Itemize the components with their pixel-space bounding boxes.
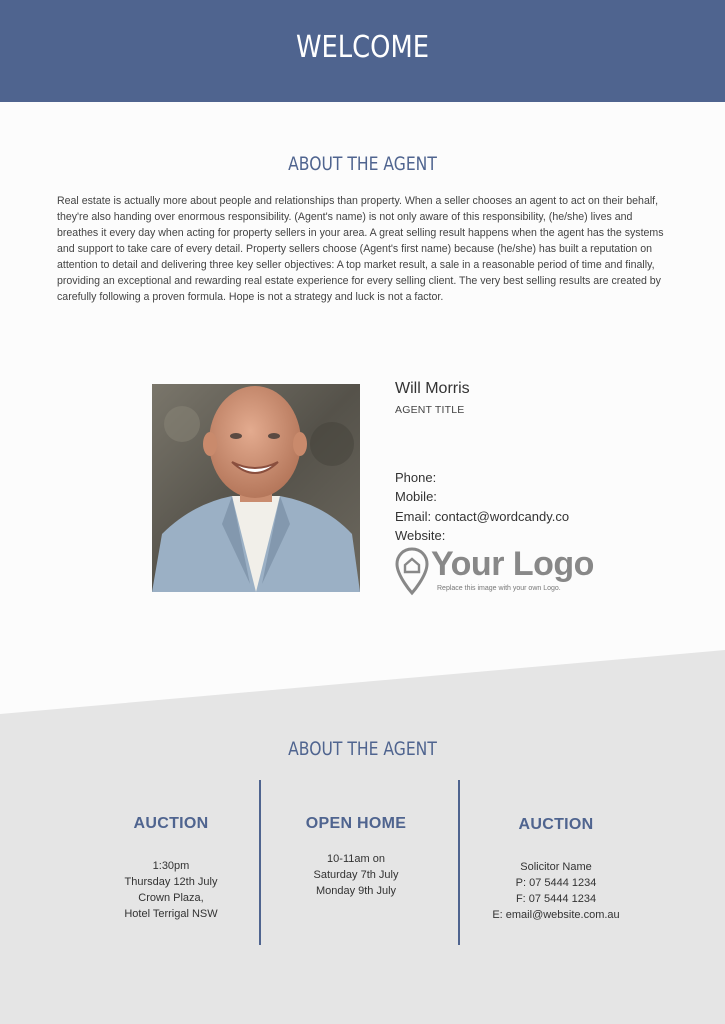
header-banner (0, 0, 725, 102)
open-home-time: 10-11am on (327, 853, 385, 865)
solicitor-fax: F: 07 5444 1234 (515, 893, 597, 905)
auction-venue: Crown Plaza, (138, 892, 204, 904)
company-logo (395, 545, 605, 597)
auction-heading: AUCTION (133, 815, 209, 832)
agent-photo (152, 384, 360, 592)
contact-phone: Phone: (395, 470, 437, 485)
contact-mobile: Mobile: (395, 489, 437, 504)
agent-title: AGENT TITLE (395, 404, 465, 416)
open-home-date-1: Saturday 7th July (313, 869, 399, 881)
auction-date: Thursday 12th July (124, 876, 218, 888)
agent-portrait-image (152, 384, 360, 592)
agent-name: Will Morris (395, 380, 470, 397)
about-paragraph: Real estate is actually more about people and relationships than property. When a seller chooses an agent to act on their behalf, they're also handing over enormous responsibility. (Agent's name) is not only aware of this responsibility, (he/she) lives and breathes it every day when acting for property sellers in your area. A great selling result happens when the agent has the systems and support to take care of every detail. Property sellers choose (Agent's first name) because (he/she) has built a reputation on attention to detail and delivering three key seller objectives: A top market result, a sale in a reasonable period of time and finally, providing an exceptional and rewarding real estate experience for every selling client. The very best selling results are created by carefully following a proven formula. Hope is not a strategy and luck is not a factor. (57, 195, 664, 303)
auction-time: 1:30pm (152, 860, 190, 872)
logo-subtext: Replace this image with your own Logo. (437, 585, 561, 592)
solicitor-email[interactable]: E: email@website.com.au (492, 909, 620, 921)
solicitor-phone: P: 07 5444 1234 (515, 877, 597, 889)
events-heading: ABOUT THE AGENT (288, 738, 437, 760)
about-heading: ABOUT THE AGENT (288, 153, 437, 175)
auction-location: Hotel Terrigal NSW (124, 908, 218, 920)
open-home-heading: OPEN HOME (305, 815, 407, 832)
auction-contact-heading: AUCTION (518, 816, 594, 833)
contact-email[interactable]: Email: contact@wordcandy.co (395, 509, 570, 524)
bottom-panel (0, 650, 725, 1024)
open-home-date-2: Monday 9th July (315, 885, 397, 897)
logo-text: Your Logo (431, 545, 594, 583)
page-title: WELCOME (295, 30, 430, 65)
contact-website: Website: (395, 528, 446, 543)
location-pin-home-icon (395, 547, 429, 597)
solicitor-name: Solicitor Name (520, 861, 592, 873)
